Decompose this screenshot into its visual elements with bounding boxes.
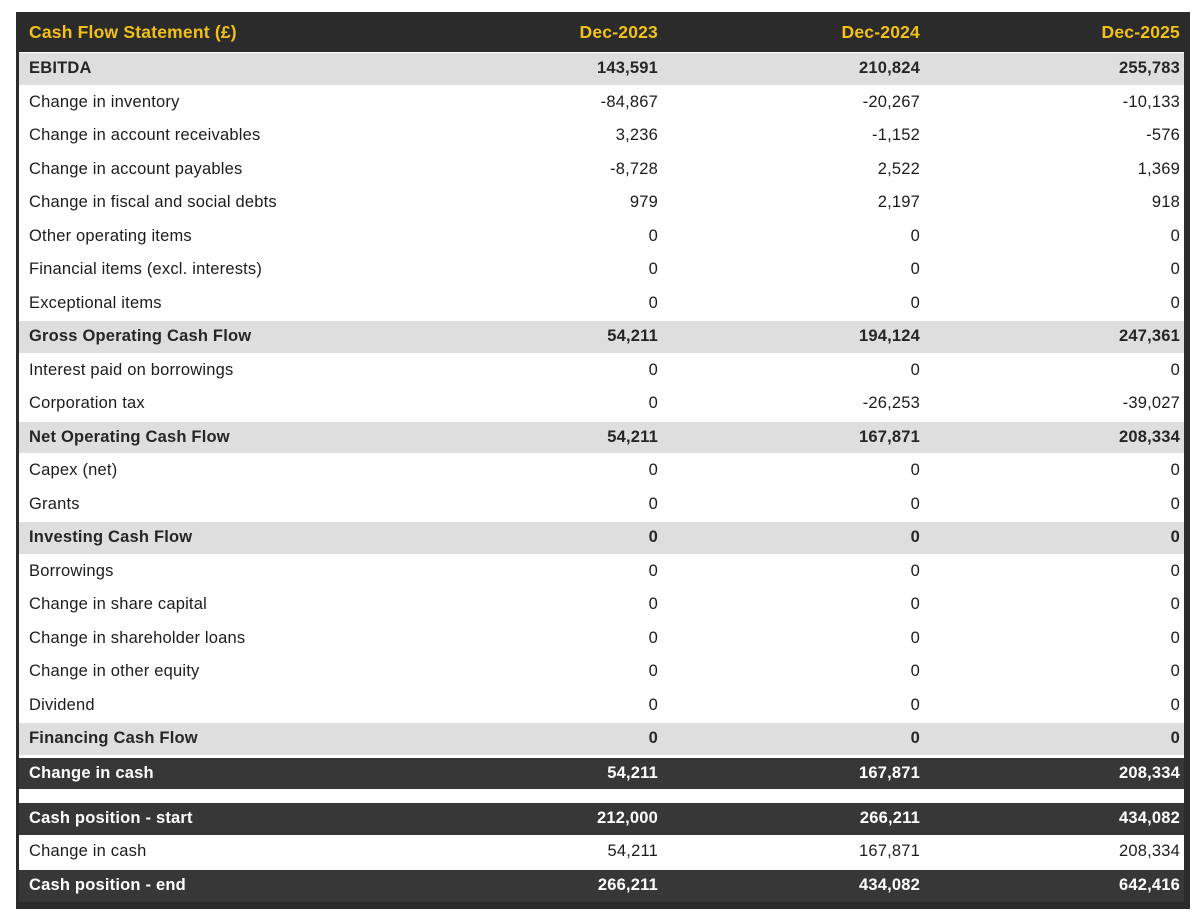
table-row — [19, 756, 1184, 790]
row-value: 0 — [648, 293, 658, 312]
row-value: 918 — [1151, 193, 1180, 212]
table-row — [19, 387, 1184, 421]
row-value: 0 — [910, 662, 920, 681]
row-value: 0 — [910, 260, 920, 279]
row-value: -1,152 — [872, 126, 920, 145]
row-value: 194,124 — [858, 327, 920, 346]
row-value: 0 — [1170, 461, 1180, 480]
row-value: 0 — [648, 528, 658, 547]
row-value: 2,197 — [877, 193, 920, 212]
row-value: 1,369 — [1137, 159, 1180, 178]
row-value: 208,334 — [1118, 841, 1180, 860]
table-row — [19, 320, 1184, 354]
row-value: 0 — [910, 528, 920, 547]
table-row — [19, 555, 1184, 589]
cash-flow-statement-table — [16, 12, 1190, 909]
row-value: 247,361 — [1118, 327, 1180, 346]
row-label: Dividend — [29, 695, 95, 714]
row-value: 0 — [1170, 695, 1180, 714]
row-label: Financing Cash Flow — [29, 729, 198, 748]
row-value: 0 — [910, 628, 920, 647]
table-row — [19, 52, 1184, 86]
table-body — [19, 52, 1184, 902]
row-value: 979 — [629, 193, 658, 212]
table-row — [19, 454, 1184, 488]
row-label: Change in other equity — [29, 662, 200, 681]
table-row — [19, 521, 1184, 555]
table-row — [19, 801, 1184, 835]
row-value: -20,267 — [862, 92, 920, 111]
row-label: EBITDA — [29, 59, 92, 78]
row-value: 0 — [648, 360, 658, 379]
row-value: 0 — [1170, 561, 1180, 580]
row-value: 167,871 — [858, 427, 920, 446]
table-row — [19, 655, 1184, 689]
row-value: 642,416 — [1118, 876, 1180, 895]
row-value: 0 — [648, 494, 658, 513]
table-row — [19, 220, 1184, 254]
row-label: Cash position - end — [29, 876, 186, 895]
row-value: 2,522 — [877, 159, 920, 178]
row-value: 0 — [648, 461, 658, 480]
row-value: 0 — [648, 595, 658, 614]
row-value: 54,211 — [607, 427, 658, 446]
row-value: 0 — [1170, 494, 1180, 513]
row-value: 0 — [648, 394, 658, 413]
row-label: Change in share capital — [29, 595, 207, 614]
table-row — [19, 689, 1184, 723]
row-value: -26,253 — [862, 394, 920, 413]
table-row — [19, 186, 1184, 220]
row-value: 54,211 — [607, 841, 658, 860]
row-label: Change in cash — [29, 841, 147, 860]
row-value: 0 — [1170, 595, 1180, 614]
row-value: 0 — [1170, 226, 1180, 245]
row-value: 0 — [648, 561, 658, 580]
row-value: 0 — [1170, 662, 1180, 681]
row-value: 0 — [1170, 729, 1180, 748]
row-label: Borrowings — [29, 561, 114, 580]
row-value: 208,334 — [1118, 427, 1180, 446]
table-row — [19, 622, 1184, 656]
row-value: 0 — [910, 494, 920, 513]
row-value: 0 — [910, 226, 920, 245]
row-value: 0 — [648, 662, 658, 681]
row-value: 3,236 — [615, 126, 658, 145]
row-value: 0 — [1170, 360, 1180, 379]
row-value: 0 — [910, 695, 920, 714]
spacer-row — [19, 789, 1184, 801]
row-label: Corporation tax — [29, 394, 145, 413]
row-value: 434,082 — [858, 876, 920, 895]
row-value: 255,783 — [1118, 59, 1180, 78]
row-label: Grants — [29, 494, 80, 513]
row-value: 0 — [1170, 628, 1180, 647]
row-value: 0 — [648, 226, 658, 245]
row-label: Investing Cash Flow — [29, 528, 193, 547]
row-value: 434,082 — [1118, 809, 1180, 828]
row-value: 0 — [648, 695, 658, 714]
row-value: 0 — [910, 293, 920, 312]
table-row — [19, 354, 1184, 388]
row-label: Financial items (excl. interests) — [29, 260, 263, 279]
row-label: Exceptional items — [29, 293, 162, 312]
column-header-dec-2023: Dec-2023 — [579, 21, 658, 42]
row-value: 212,000 — [596, 809, 658, 828]
row-value: 266,211 — [597, 876, 658, 895]
row-value: 54,211 — [607, 763, 658, 782]
row-value: 143,591 — [596, 59, 658, 78]
row-label: Change in account receivables — [29, 126, 261, 145]
row-value: 0 — [648, 628, 658, 647]
table-row — [19, 588, 1184, 622]
row-value: -10,133 — [1122, 92, 1180, 111]
row-value: 0 — [910, 360, 920, 379]
row-value: 0 — [1170, 528, 1180, 547]
row-value: 54,211 — [607, 327, 658, 346]
table-row — [19, 868, 1184, 902]
row-value: 0 — [910, 561, 920, 580]
row-value: 210,824 — [858, 59, 920, 78]
row-label: Interest paid on borrowings — [29, 360, 234, 379]
table-row — [19, 488, 1184, 522]
row-label: Change in fiscal and social debts — [29, 193, 277, 212]
row-label: Change in cash — [29, 763, 154, 782]
row-value: 0 — [910, 461, 920, 480]
table-row — [19, 153, 1184, 187]
table-title: Cash Flow Statement (£) — [29, 21, 237, 42]
row-value: -84,867 — [600, 92, 658, 111]
row-value: 208,334 — [1118, 763, 1180, 782]
table-row — [19, 287, 1184, 321]
row-value: 0 — [1170, 260, 1180, 279]
row-label: Net Operating Cash Flow — [29, 427, 230, 446]
row-value: 167,871 — [858, 763, 920, 782]
row-value: 0 — [1170, 293, 1180, 312]
row-value: -576 — [1146, 126, 1180, 145]
row-value: 0 — [648, 729, 658, 748]
table-row — [19, 86, 1184, 120]
column-header-dec-2025: Dec-2025 — [1101, 21, 1180, 42]
row-label: Gross Operating Cash Flow — [29, 327, 252, 346]
table-row — [19, 253, 1184, 287]
row-label: Cash position - start — [29, 809, 193, 828]
row-value: 0 — [648, 260, 658, 279]
table-row — [19, 722, 1184, 756]
table-row — [19, 421, 1184, 455]
table-row — [19, 119, 1184, 153]
row-value: 167,871 — [858, 841, 920, 860]
row-label: Other operating items — [29, 226, 192, 245]
table-row — [19, 835, 1184, 869]
row-value: -39,027 — [1122, 394, 1180, 413]
row-value: 0 — [910, 595, 920, 614]
row-value: 0 — [910, 729, 920, 748]
row-label: Change in account payables — [29, 159, 243, 178]
row-value: 266,211 — [859, 809, 920, 828]
row-label: Change in inventory — [29, 92, 180, 111]
column-header-dec-2024: Dec-2024 — [841, 21, 920, 42]
row-label: Change in shareholder loans — [29, 628, 246, 647]
row-value: -8,728 — [610, 159, 658, 178]
row-label: Capex (net) — [29, 461, 118, 480]
table-header-row — [19, 12, 1184, 52]
